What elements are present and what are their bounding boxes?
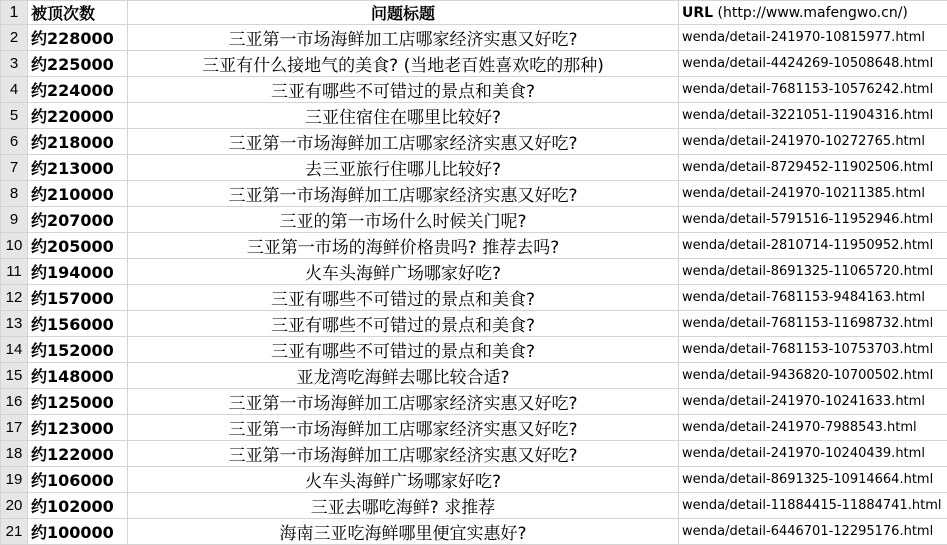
row-number[interactable]: 16 (1, 389, 28, 415)
question-title-cell[interactable]: 三亚有哪些不可错过的景点和美食? (128, 311, 679, 337)
table-row (1, 181, 947, 207)
table-row (1, 311, 947, 337)
row-number[interactable]: 20 (1, 493, 28, 519)
question-title-cell[interactable]: 三亚有哪些不可错过的景点和美食? (128, 77, 679, 103)
row-number[interactable]: 15 (1, 363, 28, 389)
table-row (1, 415, 947, 441)
views-cell[interactable]: 约125000 (28, 389, 128, 415)
row-number[interactable]: 7 (1, 155, 28, 181)
url-header-site: (http://www.mafengwo.cn/) (713, 5, 908, 21)
table-row (1, 337, 947, 363)
header-row (1, 1, 947, 25)
row-number[interactable]: 8 (1, 181, 28, 207)
row-number[interactable]: 13 (1, 311, 28, 337)
table-row (1, 363, 947, 389)
table-row (1, 77, 947, 103)
views-cell[interactable]: 约194000 (28, 259, 128, 285)
table-row (1, 233, 947, 259)
url-cell[interactable]: wenda/detail-241970-10211385.html (679, 181, 947, 207)
question-title-cell[interactable]: 三亚第一市场的海鲜价格贵吗? 推荐去吗? (128, 233, 679, 259)
table-row (1, 103, 947, 129)
table-row (1, 519, 947, 545)
question-title-cell[interactable]: 三亚第一市场海鲜加工店哪家经济实惠又好吃? (128, 441, 679, 467)
views-cell[interactable]: 约228000 (28, 25, 128, 51)
table-row (1, 259, 947, 285)
row-number[interactable]: 17 (1, 415, 28, 441)
views-cell[interactable]: 约220000 (28, 103, 128, 129)
views-cell[interactable]: 约106000 (28, 467, 128, 493)
table-row (1, 51, 947, 77)
column-header-title[interactable]: 问题标题 (128, 1, 679, 25)
table-row (1, 467, 947, 493)
table-row (1, 25, 947, 51)
question-title-cell[interactable]: 三亚第一市场海鲜加工店哪家经济实惠又好吃? (128, 389, 679, 415)
row-number[interactable]: 4 (1, 77, 28, 103)
url-cell[interactable]: wenda/detail-241970-10241633.html (679, 389, 947, 415)
url-cell[interactable]: wenda/detail-241970-7988543.html (679, 415, 947, 441)
url-cell[interactable]: wenda/detail-3221051-11904316.html (679, 103, 947, 129)
url-cell[interactable]: wenda/detail-8691325-11065720.html (679, 259, 947, 285)
question-title-cell[interactable]: 三亚第一市场海鲜加工店哪家经济实惠又好吃? (128, 129, 679, 155)
url-header-label: URL (682, 5, 713, 21)
row-number[interactable]: 12 (1, 285, 28, 311)
views-cell[interactable]: 约205000 (28, 233, 128, 259)
views-cell[interactable]: 约218000 (28, 129, 128, 155)
views-cell[interactable]: 约100000 (28, 519, 128, 545)
question-title-cell[interactable]: 火车头海鲜广场哪家好吃? (128, 259, 679, 285)
row-number[interactable]: 5 (1, 103, 28, 129)
question-title-cell[interactable]: 三亚第一市场海鲜加工店哪家经济实惠又好吃? (128, 181, 679, 207)
question-title-cell[interactable]: 三亚去哪吃海鲜? 求推荐 (128, 493, 679, 519)
question-title-cell[interactable]: 三亚住宿住在哪里比较好? (128, 103, 679, 129)
views-cell[interactable]: 约224000 (28, 77, 128, 103)
question-title-cell[interactable]: 三亚的第一市场什么时候关门呢? (128, 207, 679, 233)
url-cell[interactable]: wenda/detail-5791516-11952946.html (679, 207, 947, 233)
views-cell[interactable]: 约152000 (28, 337, 128, 363)
question-title-cell[interactable]: 火车头海鲜广场哪家好吃? (128, 467, 679, 493)
views-cell[interactable]: 约210000 (28, 181, 128, 207)
views-cell[interactable]: 约213000 (28, 155, 128, 181)
row-number[interactable]: 3 (1, 51, 28, 77)
table-row (1, 129, 947, 155)
views-cell[interactable]: 约157000 (28, 285, 128, 311)
views-cell[interactable]: 约123000 (28, 415, 128, 441)
views-cell[interactable]: 约225000 (28, 51, 128, 77)
question-title-cell[interactable]: 亚龙湾吃海鲜去哪比较合适? (128, 363, 679, 389)
url-cell[interactable]: wenda/detail-241970-10272765.html (679, 129, 947, 155)
row-number[interactable]: 14 (1, 337, 28, 363)
url-cell[interactable]: wenda/detail-4424269-10508648.html (679, 51, 947, 77)
table-row (1, 155, 947, 181)
views-cell[interactable]: 约122000 (28, 441, 128, 467)
url-cell[interactable]: wenda/detail-7681153-10576242.html (679, 77, 947, 103)
row-number[interactable]: 10 (1, 233, 28, 259)
row-number[interactable]: 11 (1, 259, 28, 285)
row-number[interactable]: 6 (1, 129, 28, 155)
column-header-views[interactable]: 被顶次数 (28, 1, 128, 25)
url-cell[interactable]: wenda/detail-241970-10240439.html (679, 441, 947, 467)
views-cell[interactable]: 约207000 (28, 207, 128, 233)
url-cell[interactable]: wenda/detail-7681153-11698732.html (679, 311, 947, 337)
question-title-cell[interactable]: 三亚第一市场海鲜加工店哪家经济实惠又好吃? (128, 25, 679, 51)
question-title-cell[interactable]: 去三亚旅行住哪儿比较好? (128, 155, 679, 181)
url-cell[interactable]: wenda/detail-11884415-11884741.html (679, 493, 947, 519)
question-title-cell[interactable]: 三亚第一市场海鲜加工店哪家经济实惠又好吃? (128, 415, 679, 441)
url-cell[interactable]: wenda/detail-8691325-10914664.html (679, 467, 947, 493)
table-row (1, 441, 947, 467)
url-cell[interactable]: wenda/detail-6446701-12295176.html (679, 519, 947, 545)
spreadsheet-body (1, 1, 947, 545)
url-cell[interactable]: wenda/detail-8729452-11902506.html (679, 155, 947, 181)
table-row (1, 285, 947, 311)
url-cell[interactable]: wenda/detail-9436820-10700502.html (679, 363, 947, 389)
table-row (1, 207, 947, 233)
url-cell[interactable]: wenda/detail-7681153-10753703.html (679, 337, 947, 363)
column-header-url[interactable] (679, 1, 947, 25)
views-cell[interactable]: 约102000 (28, 493, 128, 519)
row-number[interactable]: 19 (1, 467, 28, 493)
views-cell[interactable]: 约156000 (28, 311, 128, 337)
url-cell[interactable]: wenda/detail-7681153-9484163.html (679, 285, 947, 311)
row-number[interactable]: 2 (1, 25, 28, 51)
url-cell[interactable]: wenda/detail-2810714-11950952.html (679, 233, 947, 259)
question-title-cell[interactable]: 三亚有哪些不可错过的景点和美食? (128, 285, 679, 311)
row-number[interactable]: 18 (1, 441, 28, 467)
row-number[interactable]: 21 (1, 519, 28, 545)
row-number[interactable]: 9 (1, 207, 28, 233)
question-title-cell[interactable]: 海南三亚吃海鲜哪里便宜实惠好? (128, 519, 679, 545)
table-row (1, 389, 947, 415)
question-title-cell[interactable]: 三亚有哪些不可错过的景点和美食? (128, 337, 679, 363)
question-title-cell[interactable]: 三亚有什么接地气的美食? (当地老百姓喜欢吃的那种) (128, 51, 679, 77)
views-cell[interactable]: 约148000 (28, 363, 128, 389)
row-number[interactable]: 1 (1, 1, 28, 25)
url-cell[interactable]: wenda/detail-241970-10815977.html (679, 25, 947, 51)
